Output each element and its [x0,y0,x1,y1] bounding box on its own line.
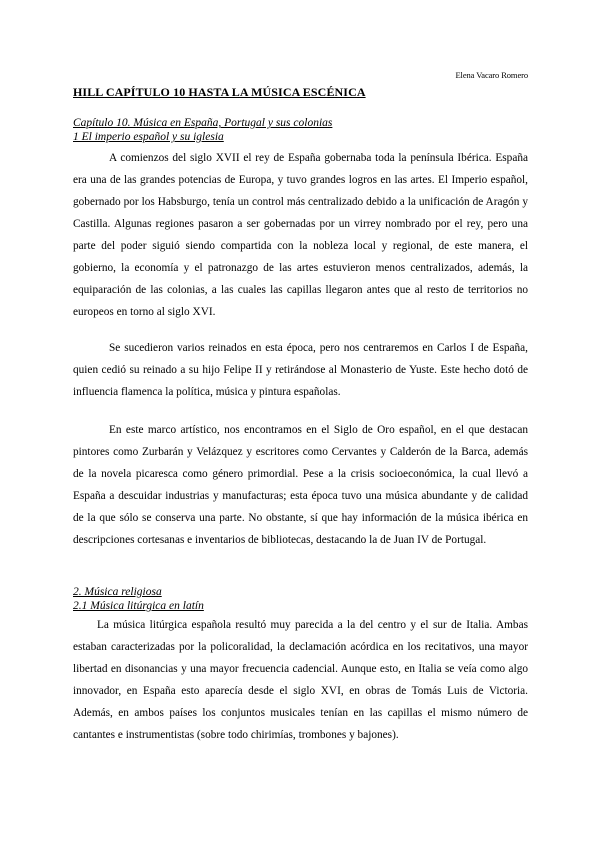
section-1-heading: 1 El imperio español y su iglesia [73,131,224,143]
paragraph-4-block [73,614,528,746]
section-2-1-heading: 2.1 Música litúrgica en latín [73,600,204,612]
author-name: Elena Vacaro Romero [455,70,528,80]
paragraph-2-block [73,337,528,403]
chapter-heading: Capítulo 10. Música en España, Portugal y sus colonias [73,117,333,129]
paragraph-1: A comienzos del siglo XVII el rey de España gobernaba toda la península Ibérica. España era una de las grandes potencias de Europa, y tuvo grandes logros en las artes. El Imperio español, gobernado por los Habsburgo, tenía un control más centralizado debido a la unificación de Aragón y Castilla. Algunas regiones pasaron a ser gobernadas por un virrey nombrado por el rey, pero una parte del poder siguió siendo compartida con la nobleza local y regional, de este manera, el gobierno, la economía y el patronazgo de las artes estuvieron menos centralizados, además, la equiparación de las colonias, a las cuales las capillas llegaron antes que al resto de territorios no europeos en torno al siglo XVI. [73,152,528,318]
document-title: HILL CAPÍTULO 10 HASTA LA MÚSICA ESCÉNICA [73,85,366,99]
paragraph-4: La música litúrgica española resultó muy parecida a la del centro y el sur de Italia. Ambas estaban caracterizadas por la policoralidad, la declamación acórdica en los recitativos, una mayor libertad en disonancias y una mayor frecuencia cadencial. Aunque esto, en Italia se veía como algo innovador, en España esto aparecía desde el siglo XVI, en obras de Tomás Luis de Victoria. Además, en ambos países los conjuntos musicales tenían en las capillas el mismo número de cantantes e instrumentistas (sobre todo chirimías, trombones y bajones). [73,619,528,741]
paragraph-3: En este marco artístico, nos encontramos en el Siglo de Oro español, en el que destacan pintores como Zurbarán y Velázquez y escritores como Cervantes y Calderón de la Barca, además de la novela picaresca como género primordial. Pese a la crisis socioeconómica, la cual llevó a España a descuidar industrias y manufacturas; esta época tuvo una música abundante y de calidad de la que sólo se conserva una parte. No obstante, sí que hay información de la música ibérica en descripciones cortesanas e inventarios de bibliotecas, destacando la de Juan IV de Portugal. [73,424,528,546]
section-2-heading: 2. Música religiosa [73,586,162,598]
paragraph-1-block [73,147,528,323]
paragraph-2: Se sucedieron varios reinados en esta época, pero nos centraremos en Carlos I de España, quien cedió su reinado a su hijo Felipe II y retirándose al Monasterio de Yuste. Este hecho dotó de influencia flamenca la política, música y pintura españolas. [73,342,528,398]
paragraph-3-block [73,419,528,551]
